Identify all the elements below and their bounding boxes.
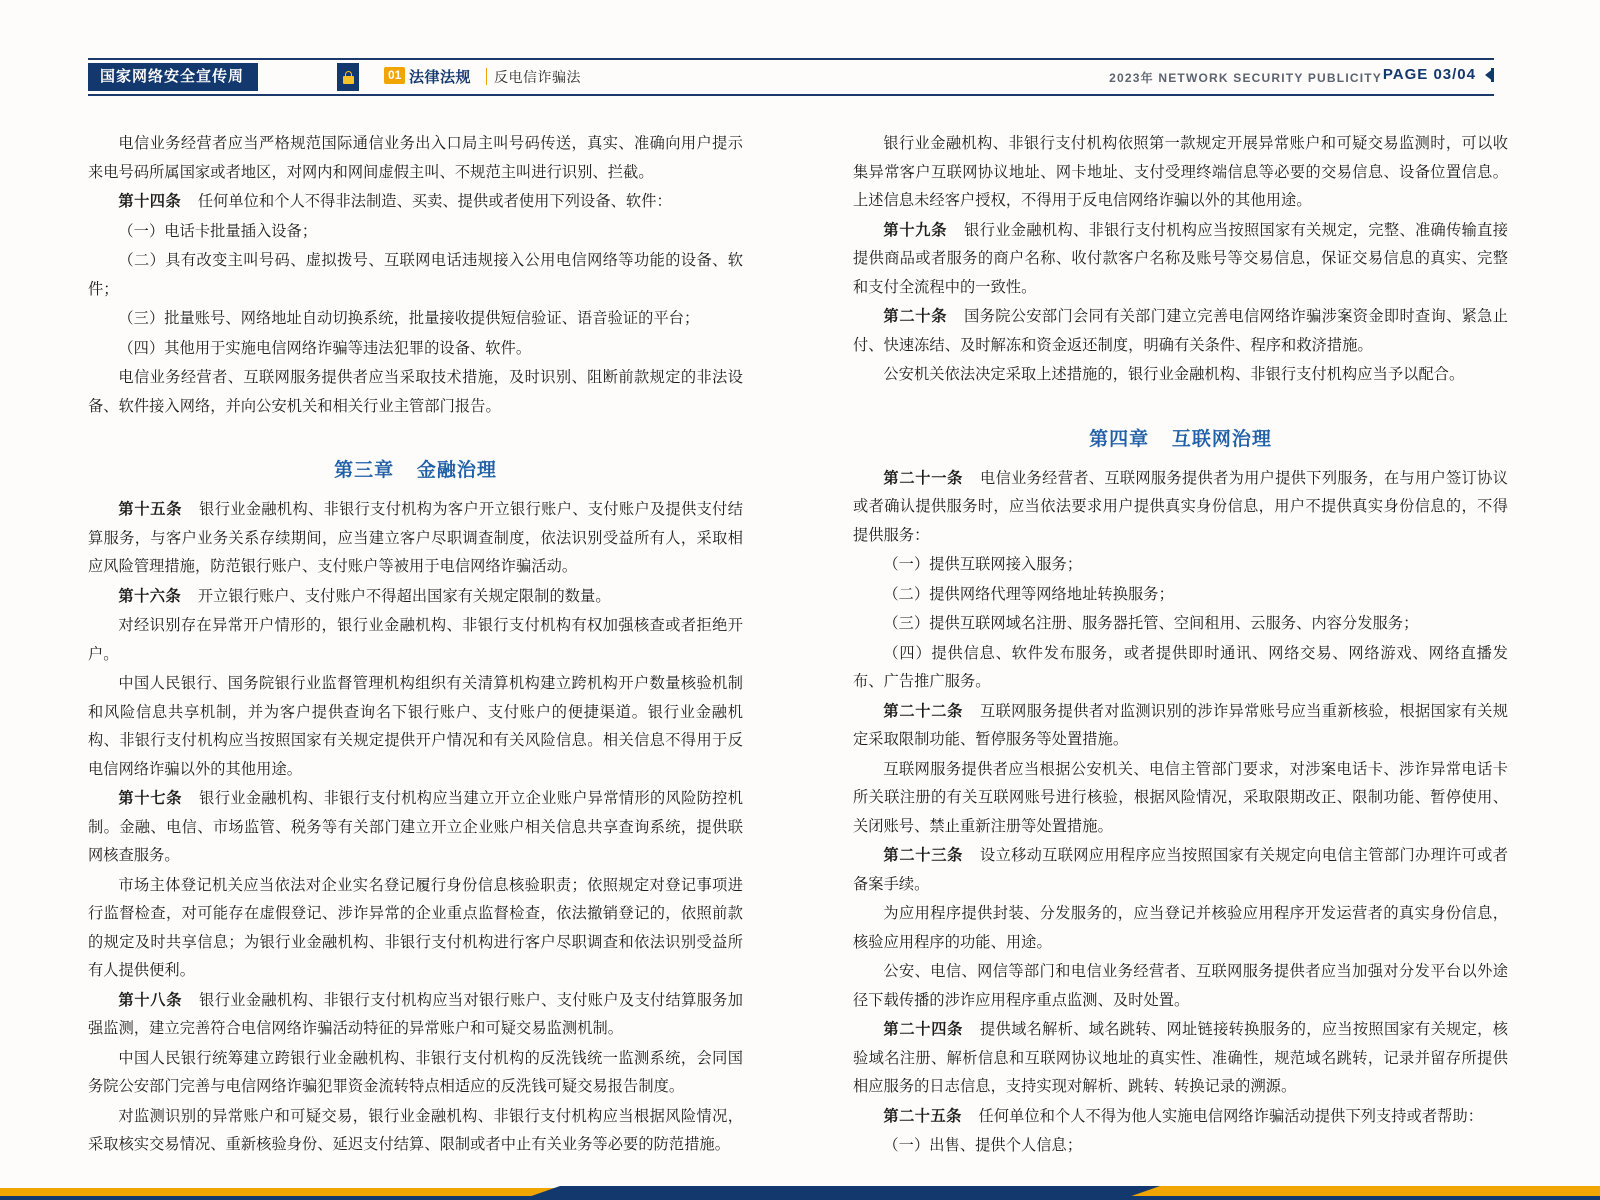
article-text: 国务院公安部门会同有关部门建立完善电信网络诈骗涉案资金即时查询、紧急止付、快速冻结、及时解冻和资金返还制度，明确有关条件、程序和救济措施。 bbox=[853, 308, 1509, 354]
body-paragraph bbox=[853, 958, 1508, 1015]
paragraph-text: 电信业务经营者应当严格规范国际通信业务出入口局主叫号码传送，真实、准确向用户提示来电号码所属国家或者地区，对网内和网间虚假主叫、不规范主叫进行识别、拦截。 bbox=[88, 135, 743, 181]
chapter-label: 第四章 bbox=[1089, 428, 1150, 450]
chapter-label: 第三章 bbox=[334, 460, 395, 481]
article-number: 第二十条 bbox=[883, 308, 948, 325]
article-number: 第十四条 bbox=[118, 193, 182, 210]
article-paragraph bbox=[853, 1016, 1508, 1102]
article-paragraph bbox=[853, 465, 1508, 551]
paragraph-text: （一）提供互联网接入服务； bbox=[883, 556, 1083, 573]
body-paragraph bbox=[88, 670, 743, 784]
article-text: 银行业金融机构、非银行支付机构应当按照国家有关规定，完整、准确传输直接提供商品或者服务的商户名称、收付款客户名称及账号等交易信息，保证交易信息的真实、完整和支付全流程中的一致性。 bbox=[853, 221, 1509, 296]
right-column-block-2 bbox=[853, 465, 1508, 1161]
body-paragraph bbox=[853, 640, 1508, 697]
paragraph-text: 银行业金融机构、非银行支付机构依照第一款规定开展异常账户和可疑交易监测时，可以收集异常客户互联网协议地址、网卡地址、支付受理终端信息等必要的交易信息、设备位置信息。上述信息未经客户授权，不得用于反电信网络诈骗以外的其他用途。 bbox=[853, 135, 1508, 209]
article-paragraph bbox=[88, 583, 743, 612]
article-paragraph bbox=[853, 217, 1508, 303]
article-number: 第十六条 bbox=[118, 587, 182, 605]
body-columns bbox=[88, 130, 1508, 1162]
body-paragraph bbox=[88, 1045, 743, 1102]
paragraph-text: （三）提供互联网域名注册、服务器托管、空间租用、云服务、内容分发服务； bbox=[883, 615, 1419, 632]
article-paragraph bbox=[853, 1103, 1508, 1132]
paragraph-text: （一）出售、提供个人信息； bbox=[883, 1137, 1083, 1154]
article-paragraph bbox=[853, 303, 1508, 360]
lock-glyph bbox=[343, 71, 354, 84]
left-column-block-1 bbox=[88, 130, 743, 421]
footer-ribbon-graphic bbox=[0, 1160, 1600, 1200]
section-divider bbox=[486, 68, 487, 85]
right-column-block-1 bbox=[853, 130, 1508, 390]
paragraph-text: （四）提供信息、软件发布服务，或者提供即时通讯、网络交易、网络游戏、网络直播发布、广告推广服务。 bbox=[853, 644, 1508, 690]
article-text: 电信业务经营者、互联网服务提供者为用户提供下列服务，在与用户签订协议或者确认提供服务时，应当依法要求用户提供真实身份信息，用户不提供真实身份信息的，不得提供服务： bbox=[853, 469, 1509, 544]
article-text: 银行业金融机构、非银行支付机构应当建立开立企业账户异常情形的风险防控机制。金融、电信、市场监管、税务等有关部门建立开立企业账户相关信息共享查询系统，提供联网核查服务。 bbox=[88, 790, 744, 864]
paragraph-text: 对监测识别的异常账户和可疑交易，银行业金融机构、非银行支付机构应当根据风险情况，采取核实交易情况、重新核验身份、延迟支付结算、限制或者中止有关业务等必要的防范措施。 bbox=[88, 1107, 743, 1153]
article-paragraph bbox=[88, 496, 743, 582]
body-paragraph bbox=[88, 612, 743, 669]
body-paragraph bbox=[853, 610, 1508, 639]
paragraph-text: （二）提供网络代理等网络地址转换服务； bbox=[883, 585, 1174, 603]
article-number: 第十五条 bbox=[118, 501, 183, 518]
body-paragraph bbox=[88, 218, 743, 247]
body-paragraph bbox=[853, 361, 1508, 390]
page-header bbox=[88, 58, 1494, 96]
article-paragraph bbox=[853, 842, 1508, 899]
chapter-heading-4 bbox=[853, 424, 1508, 451]
body-paragraph bbox=[853, 581, 1508, 610]
paragraph-text: 互联网服务提供者应当根据公安机关、电信主管部门要求，对涉案电话卡、涉诈异常电话卡所关联注册的有关互联网账号进行核验，根据风险情况，采取限期改正、限制功能、暂停使用、关闭账号、禁止重新注册等处置措施。 bbox=[853, 760, 1508, 835]
section-subtitle: 反电信诈骗法 bbox=[494, 69, 581, 85]
article-paragraph bbox=[853, 698, 1508, 755]
header-top-rule bbox=[88, 58, 1494, 60]
chapter-title: 互联网治理 bbox=[1171, 428, 1272, 450]
body-paragraph bbox=[853, 130, 1508, 216]
paragraph-text: 为应用程序提供封装、分发服务的，应当登记并核验应用程序开发运营者的真实身份信息，核验应用程序的功能、用途。 bbox=[853, 905, 1508, 951]
body-paragraph bbox=[853, 756, 1508, 842]
lock-icon bbox=[337, 63, 359, 91]
paragraph-text: 中国人民银行统筹建立跨银行业金融机构、非银行支付机构的反洗钱统一监测系统，会同国务院公安部门完善与电信网络诈骗犯罪资金流转特点相适应的反洗钱可疑交易报告制度。 bbox=[88, 1049, 743, 1095]
chapter-heading-3 bbox=[88, 455, 743, 482]
article-number: 第二十五条 bbox=[883, 1107, 962, 1125]
article-text: 任何单位和个人不得为他人实施电信网络诈骗活动提供下列支持或者帮助： bbox=[978, 1107, 1484, 1125]
article-number: 第二十四条 bbox=[883, 1021, 964, 1038]
chapter-title: 金融治理 bbox=[416, 460, 497, 481]
body-paragraph bbox=[853, 1132, 1508, 1161]
body-paragraph bbox=[88, 872, 743, 986]
article-number: 第十九条 bbox=[883, 221, 948, 239]
body-paragraph bbox=[88, 247, 743, 304]
body-paragraph bbox=[88, 364, 743, 421]
article-text: 提供域名解析、域名跳转、网址链接转换服务的，应当按照国家有关规定，核验域名注册、解析信息和互联网协议地址的真实性、准确性，规范域名跳转，记录并留存所提供相应服务的日志信息，支持实现对解析、跳转、转换记录的溯源。 bbox=[853, 1021, 1509, 1095]
article-number: 第十七条 bbox=[118, 790, 183, 807]
footer-ribbon bbox=[0, 1160, 1600, 1200]
body-paragraph bbox=[88, 335, 743, 364]
right-column bbox=[853, 130, 1508, 1162]
article-text: 银行业金融机构、非银行支付机构为客户开立银行账户、支付账户及提供支付结算服务，与客户业务关系存续期间，应当建立客户尽职调查制度，依法识别受益所有人，采取相应风险管理措施，防范银行账户、支付账户等被用于电信网络诈骗活动。 bbox=[88, 501, 744, 575]
paragraph-text: 公安机关依法决定采取上述措施的，银行业金融机构、非银行支付机构应当予以配合。 bbox=[883, 366, 1465, 383]
left-column bbox=[88, 130, 743, 1162]
article-number: 第十八条 bbox=[118, 991, 183, 1009]
article-text: 互联网服务提供者对监测识别的涉诈异常账号应当重新核验，根据国家有关规定采取限制功能、暂停服务等处置措施。 bbox=[853, 702, 1509, 748]
header-bottom-rule bbox=[88, 94, 1494, 96]
page-number-label: PAGE 03/04 bbox=[1382, 66, 1476, 83]
body-paragraph bbox=[88, 130, 743, 187]
body-paragraph bbox=[853, 900, 1508, 957]
paragraph-text: （一）电话卡批量插入设备； bbox=[118, 222, 318, 240]
paragraph-text: 电信业务经营者、互联网服务提供者应当采取技术措施，及时识别、阻断前款规定的非法设备、软件接入网络，并向公安机关和相关行业主管部门报告。 bbox=[88, 369, 743, 415]
article-text: 设立移动互联网应用程序应当按照国家有关规定向电信主管部门办理许可或者备案手续。 bbox=[853, 847, 1509, 893]
article-paragraph bbox=[88, 987, 743, 1044]
header-right-text: 2023年 NETWORK SECURITY PUBLICITY bbox=[1109, 71, 1382, 85]
paragraph-text: 公安、电信、网信等部门和电信业务经营者、互联网服务提供者应当加强对分发平台以外途径下载传播的涉诈应用程序重点监测、及时处置。 bbox=[853, 963, 1508, 1009]
paragraph-text: （二）具有改变主叫号码、虚拟拨号、互联网电话违规接入公用电信网络等功能的设备、软件； bbox=[88, 252, 743, 298]
page-arrow-bar-icon bbox=[1491, 68, 1494, 82]
left-column-block-2 bbox=[88, 496, 743, 1160]
article-paragraph bbox=[88, 188, 743, 217]
paragraph-text: （四）其他用于实施电信网络诈骗等违法犯罪的设备、软件。 bbox=[118, 339, 532, 357]
paragraph-text: 中国人民银行、国务院银行业监督管理机构组织有关清算机构建立跨机构开户数量核验机制和风险信息共享机制，并为客户提供查询名下银行账户、支付账户的便捷渠道。银行业金融机构、非银行支付机构应当按照国家有关规定提供开户情况和有关风险信息。相关信息不得用于反电信网络诈骗以外的其他用途。 bbox=[88, 675, 743, 778]
paragraph-text: 对经识别存在异常开户情形的，银行业金融机构、非银行支付机构有权加强核查或者拒绝开户。 bbox=[88, 617, 743, 663]
article-text: 任何单位和个人不得非法制造、买卖、提供或者使用下列设备、软件： bbox=[197, 193, 672, 210]
paragraph-text: （三）批量账号、网络地址自动切换系统，批量接收提供短信验证、语音验证的平台； bbox=[118, 310, 700, 327]
article-number: 第二十三条 bbox=[883, 847, 964, 864]
body-paragraph bbox=[853, 551, 1508, 580]
article-paragraph bbox=[88, 785, 743, 871]
body-paragraph bbox=[88, 1103, 743, 1160]
section-number-badge: 01 bbox=[384, 67, 405, 84]
brand-badge: 国家网络安全宣传周 bbox=[88, 63, 258, 91]
article-text: 开立银行账户、支付账户不得超出国家有关规定限制的数量。 bbox=[197, 587, 611, 605]
article-number: 第二十一条 bbox=[883, 469, 964, 487]
section-title: 法律法规 bbox=[409, 69, 472, 86]
article-number: 第二十二条 bbox=[883, 702, 964, 720]
body-paragraph bbox=[88, 305, 743, 334]
article-text: 银行业金融机构、非银行支付机构应当对银行账户、支付账户及支付结算服务加强监测，建立完善符合电信网络诈骗活动特征的异常账户和可疑交易监测机制。 bbox=[88, 991, 744, 1037]
paragraph-text: 市场主体登记机关应当依法对企业实名登记履行身份信息核验职责；依照规定对登记事项进行监督检查，对可能存在虚假登记、涉诈异常的企业重点监督检查，依法撤销登记的，依照前款的规定及时共享信息；为银行业金融机构、非银行支付机构进行客户尽职调查和依法识别受益所有人提供便利。 bbox=[88, 876, 743, 979]
